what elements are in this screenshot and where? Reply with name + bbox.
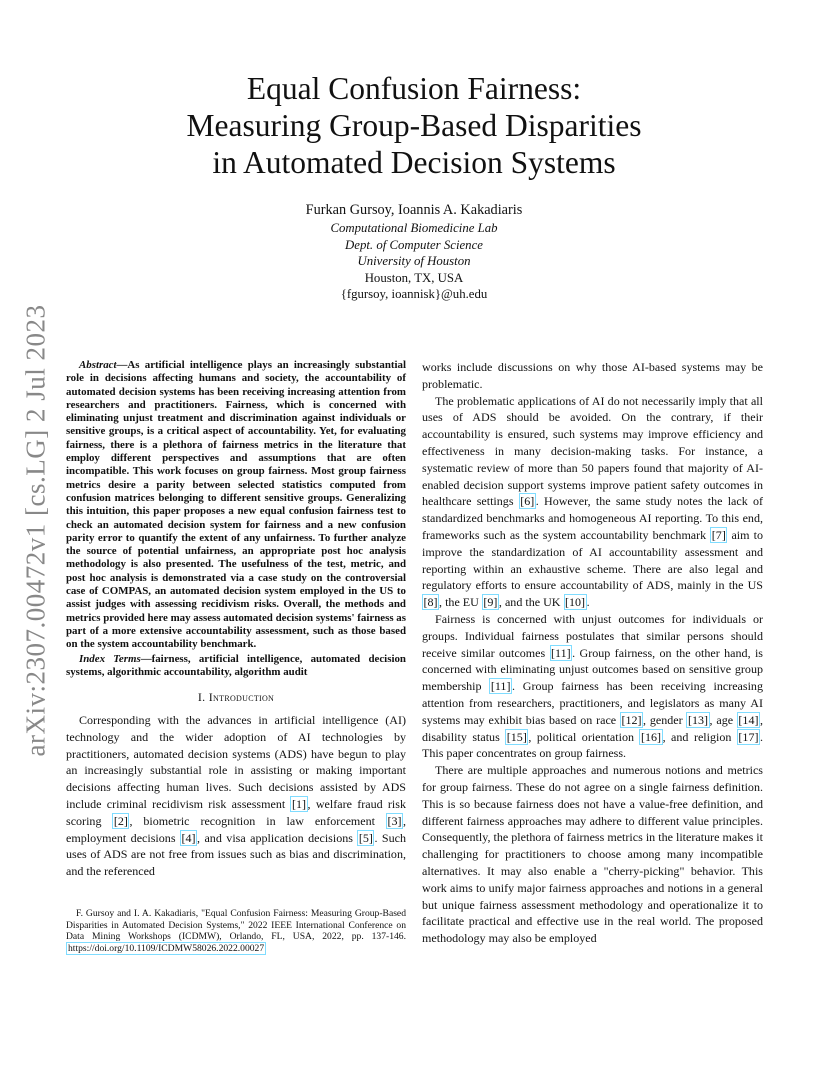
intro-paragraph-1 [66,712,406,880]
body-text: , age [709,712,737,727]
citation-link[interactable]: [1] [291,796,307,811]
body-text: . Group fairness has been receiving increasing attention from researchers, practitioners, and legislators as many AI systems may exhibit bias based on race [422,679,763,727]
body-text: , gender [643,712,687,727]
footnote-text: F. Gursoy and I. A. Kakadiaris, "Equal Confusion Fairness: Measuring Group-Based Disparities in Automated Decision Systems," 2022 IEEE International Conference on Data Mining Workshops (ICDMW), Orlando, FL, USA, 2022, pp. 137-146. [66,908,406,943]
body-text: , the EU [439,595,482,610]
citation-link[interactable]: [4] [181,830,196,845]
footnote-paragraph [66,908,406,954]
left-column [66,359,406,880]
title-line-1: Equal Confusion Fairness: [246,71,582,106]
citation-link[interactable]: [11] [490,679,511,694]
body-paragraph-continued: works include discussions on why those AI-based systems may be problematic. [422,360,763,391]
citation-link[interactable]: [10] [565,595,586,610]
title-line-3: in Automated Decision Systems [212,145,616,180]
body-text: Fairness is concerned with unjust outcomes for individuals or groups. Individual fairness postulates that similar persons should receive similar outcomes [422,611,763,660]
intro-text: , welfare fraud risk scoring [66,796,406,828]
body-text: , and the UK [498,595,564,610]
author-location: Houston, TX, USA [364,270,464,285]
citation-link[interactable]: [11] [551,645,571,660]
intro-text: Corresponding with the advances in artificial intelligence (AI) technology and the wider adoption of AI technologies by practitioners, automated decision systems (ADS) have begun to play an increasingly substantial role in assisting or making important decisions affecting human lives. Such decisions assisted by ADS include criminal recidivism risk assessment [66,712,406,811]
body-paragraph-3 [422,611,763,762]
author-lab: Computational Biomedicine Lab [330,221,498,235]
intro-text: . Such uses of ADS are not free from issues such as bias and discrimination, and the referenced [66,830,406,879]
intro-text: , biometric recognition in law enforcement [129,813,386,828]
citation-link[interactable]: [14] [738,712,759,727]
body-text: , and religion [662,729,737,744]
intro-text: , and visa application decisions [197,830,358,845]
author-university: University of Houston [357,254,471,269]
doi-link[interactable]: https://doi.org/10.1109/ICDMW58026.2022.00027 [68,942,265,954]
abstract-text: —As artificial intelligence plays an increasingly substantial role in decisions affecting humans and society, the accountability of automated decision systems has been receiving increasing attention from researchers and practitioners. Fairness, which is concerned with eliminating unjust treatment and discrimination against individuals or sensitive groups, is a critical aspect of accountability. Yet, for evaluating fairness, there is a plethora of fairness metrics in the literature that employ different perspectives and assumptions that are often incompatible. This work focuses on group fairness. Most group fairness metrics desire a parity between selected statistics computed from confusion matrices belonging to different sensitive groups. Generalizing this intuition, this paper proposes a new equal confusion fairness test to check an automated decision system for fairness and a new confusion parity error to quantify the extent of any unfairness. To further analyze the source of potential unfairness, an appropriate post hoc analysis methodology is also presented. The usefulness of the test, metric, and post hoc analysis is demonstrated via a case study on the controversial case of COMPAS, an automated decision system employed in the US to assist judges with assessing recidivism risks. Overall, the methods and metrics provided here may assess automated decision systems' fairness as part of a more extensive accountability assessment, such as those based on the system accountability benchmark. [66,359,406,651]
citation-link[interactable]: [3] [387,813,402,828]
section-heading-introduction [66,689,406,706]
citation-link[interactable]: [17] [738,729,759,744]
body-text: . However, the same study notes the lack of standardized benchmarks and homogeneous AI reporting. To this end, frameworks such as the system accountability benchmark [422,494,764,542]
index-terms-lead: Index Terms [79,652,141,665]
citation-link[interactable]: [13] [687,712,709,727]
citation-link[interactable]: [16] [640,729,662,744]
right-column [422,359,763,947]
citation-link[interactable]: [9] [483,595,498,610]
body-text: . [586,595,590,610]
body-text: The problematic applications of AI do not necessarily imply that all uses of ADS should be avoided. On the contrary, if their accountability is ensured, such systems may improve efficiency and effectiveness in many decision-making tasks. For instance, a systematic review of more than 50 papers found that majority of AI-enabled decision support systems improve patient safety outcomes in healthcare settings [422,393,763,509]
citation-link[interactable]: [8] [423,595,438,610]
arxiv-identifier-stamp [6,300,66,760]
section-number: I. [197,690,209,705]
body-paragraph-2 [422,393,763,611]
title-line-2: Measuring Group-Based Disparities [186,108,642,143]
body-text: , political orientation [528,729,640,744]
author-dept: Dept. of Computer Science [345,237,483,252]
citation-link[interactable]: [7] [711,527,726,542]
author-names: Furkan Gursoy, Ioannis A. Kakadiaris [305,202,523,218]
author-email: {fgursoy, ioannisk}@uh.edu [340,287,488,302]
body-text: aim to improve the standardization of AI accountability assessment and reporting within an exhaustive scheme. There are also legal and regulatory efforts to ensure accountability of ADS, mainly in the US [422,527,763,593]
paper-title [100,70,728,181]
citation-link[interactable]: [2] [113,813,128,828]
section-title: Introduction [208,690,275,705]
body-text: , disability status [422,712,763,744]
copyright-footnote [66,908,406,954]
abstract-lead: Abstract [79,359,117,371]
body-text: . Group fairness, on the other hand, is concerned with eliminating unjust outcomes based on sensitive group membership [422,645,763,694]
citation-link[interactable]: [6] [520,494,535,509]
citation-link[interactable]: [15] [506,729,527,744]
abstract [66,359,406,652]
body-paragraph-4: There are multiple approaches and numerous notions and metrics for group fairness. These do not agree on a single fairness definition. This is so because fairness does not have a value-free definition, and different fairness approaches may adhere to different value principles. Consequently, the plethora of fairness metrics in the literature makes it challenging for practitioners to choose among many incompatible alternatives. It may also enable a "cherry-picking" behavior. This work aims to unify major fairness approaches and notions in a general but unique fairness assessment methodology and operationalize it to facilitate practical and effective use in the real world. The proposed methodology may also be employed [422,763,763,946]
body-text: . This paper concentrates on group fairness. [422,729,763,761]
author-block [150,202,678,303]
citation-link[interactable]: [5] [358,830,373,845]
index-terms-text: —fairness, artificial intelligence, automated decision systems, algorithmic accountability, algorithm audit [66,652,406,678]
arxiv-identifier-text: arXiv:2307.00472v1 [cs.LG] 2 Jul 2023 [20,304,51,756]
index-terms [66,653,406,680]
intro-text: , employment decisions [66,813,406,845]
citation-link[interactable]: [12] [621,712,642,727]
